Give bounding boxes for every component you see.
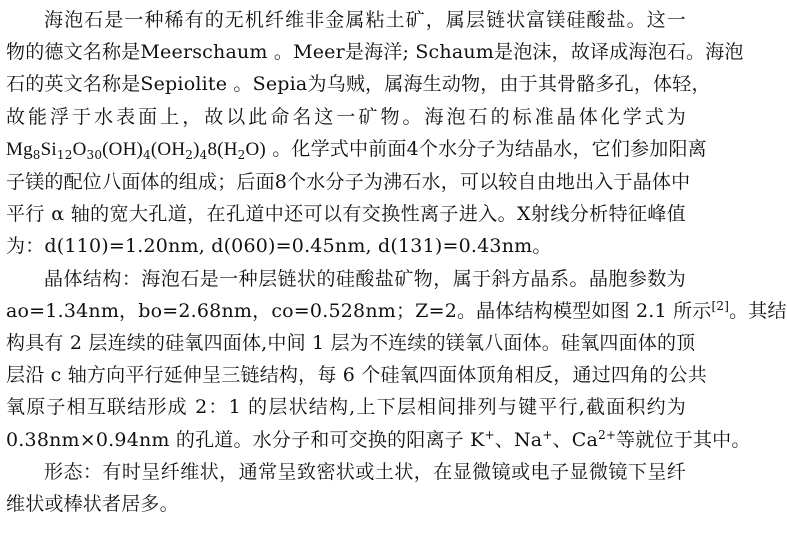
chemical-formula-line — [6, 133, 707, 166]
text-line: 构具有 2 层连续的硅氧四面体,中间 1 层为不连续的镁氧八面体。硅氧四面体的顶 — [6, 332, 696, 355]
text-segment: ao=1.34nm，bo=2.68nm，co=0.528nm；Z=2。晶体结构模型如图 2.1 所示 — [6, 299, 712, 322]
text-line: 物的德文名称是Meerschaum 。Meer是海洋; Schaum是泡沫，故译成海泡石。海泡 — [6, 41, 744, 64]
formula-part: ) — [193, 138, 200, 160]
paragraph-crystal-structure — [6, 263, 787, 456]
document-page — [6, 4, 787, 538]
formula-subscript: 4 — [143, 147, 151, 162]
text-line: 为：d(110)=1.20nm, d(060)=0.45nm, d(131)=0.43nm。 — [6, 235, 552, 258]
text-line: 石的英文名称是Sepiolite 。Sepia为乌贼，属海生动物，由于其骨骼多孔，体轻， — [6, 73, 711, 96]
formula-part: Si — [40, 138, 57, 160]
formula-subscript: 12 — [56, 147, 73, 162]
text-line-with-ions — [6, 424, 751, 456]
text-line: 形态：有时呈纤维状，通常呈致密状或土状，在显微镜或电子显微镜下呈纤 — [44, 460, 686, 483]
ion-charge: + — [484, 427, 495, 442]
formula-trailing-text: 。化学式中前面4个水分子为结晶水，它们参加阳离 — [265, 137, 707, 160]
formula-subscript: 4 — [199, 147, 208, 162]
ion-charge: 2+ — [598, 427, 617, 442]
text-segment: 0.38nm×0.94nm 的孔道。水分子和可交换的阳离子 K — [6, 428, 485, 451]
formula-subscript: 2 — [185, 147, 194, 162]
text-line: 海泡石是一种稀有的无机纤维非金属粘土矿，属层链状富镁硅酸盐。这一 — [44, 9, 686, 31]
text-segment: 。其结 — [729, 299, 787, 322]
text-line: 子镁的配位八面体的组成；后面8个水分子为沸石水，可以较自由地出入于晶体中 — [6, 171, 691, 194]
text-line: 平行 α 轴的宽大孔道，在孔道中还可以有交换性离子进入。X射线分析特征峰值 — [6, 203, 686, 226]
text-segment: 、Ca — [552, 428, 599, 451]
citation-reference: [2] — [711, 298, 730, 313]
text-line: 氧原子相互联结形成 2：1 的层状结构,上下层相间排列与键平行,截面积约为 — [6, 396, 686, 419]
paragraph-sepiolite-intro — [6, 4, 744, 263]
text-segment: 等就位于其中。 — [616, 428, 751, 451]
formula-part: Mg — [6, 138, 33, 160]
ion-charge: + — [542, 427, 553, 442]
formula-part: (OH) — [102, 138, 144, 160]
formula-part: (OH — [150, 138, 186, 160]
formula-part: O — [72, 138, 87, 160]
formula-subscript: 2 — [237, 147, 246, 162]
text-line-with-citation — [6, 295, 787, 327]
formula-subscript: 30 — [86, 147, 103, 162]
text-line: 维状或棒状者居多。 — [6, 493, 179, 516]
formula-part: 8(H — [207, 138, 238, 160]
text-segment: 、Na — [494, 428, 543, 451]
text-line: 层沿 c 轴方向平行延伸呈三链结构，每 6 个硅氧四面体顶角相反，通过四角的公共 — [6, 364, 707, 387]
text-line: 故能浮于水表面上，故以此命名这一矿物。海泡石的标准晶体化学式为 — [6, 105, 686, 128]
paragraph-morphology — [6, 456, 686, 520]
text-line: 晶体结构：海泡石是一种层链状的硅酸盐矿物，属于斜方晶系。晶胞参数为 — [44, 267, 686, 290]
formula-part: O) — [245, 138, 266, 160]
formula-subscript: 8 — [32, 147, 41, 162]
